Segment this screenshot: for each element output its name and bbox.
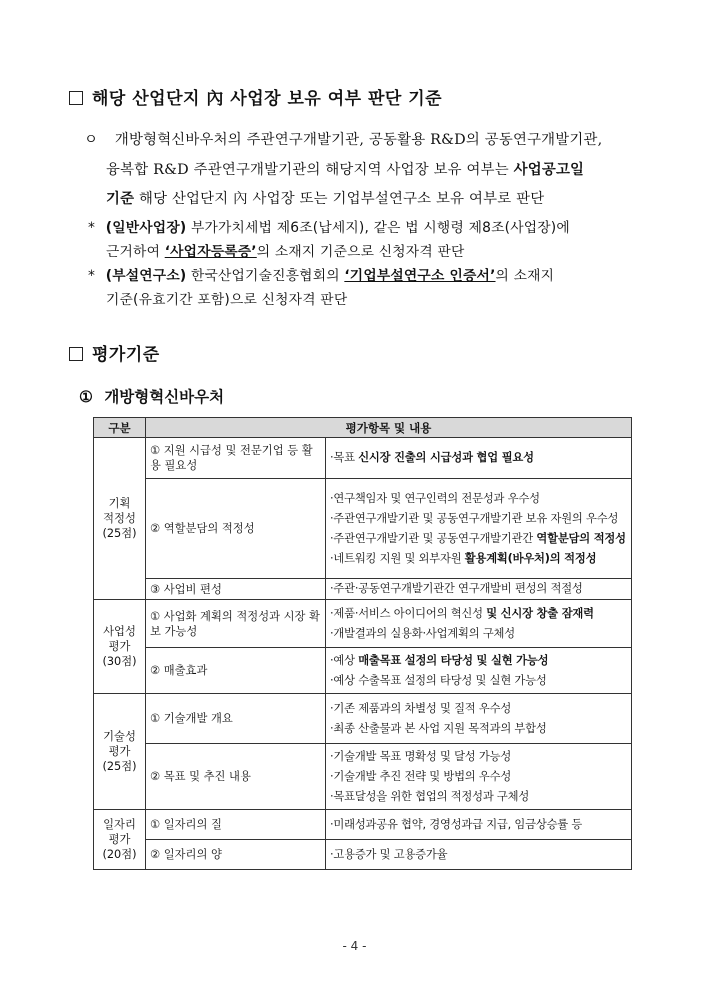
header-category: 구분 — [94, 418, 146, 438]
checkbox-square-icon — [69, 91, 83, 105]
category-label: 기획 — [108, 497, 131, 510]
note-general-site-cont: 근거하여 ‘사업자등록증’의 소재지 기준으로 신청자격 판단 — [106, 244, 465, 260]
category-label: 평가 — [108, 640, 131, 653]
criteria-line — [330, 579, 627, 599]
criteria-emphasis: 매출목표 설정의 타당성 및 실현 가능성 — [358, 653, 549, 667]
item-cell: ② 역할분담의 적정성 — [146, 479, 326, 579]
criteria-text: ·개발결과의 실용화·사업계획의 구체성 — [330, 626, 515, 640]
table-row — [94, 810, 632, 840]
criteria-cell — [326, 479, 632, 579]
criteria-line — [330, 747, 627, 767]
criteria-line — [330, 719, 627, 739]
criteria-cell — [326, 744, 632, 810]
criteria-text: ·고용증가 및 고용증가율 — [330, 847, 448, 861]
criteria-line — [330, 529, 627, 549]
criteria-line — [330, 767, 627, 787]
category-label: 기술성 — [103, 730, 136, 743]
criteria-text: ·미래성과공유 협약, 경영성과급 지급, 임금상승률 등 — [330, 817, 583, 831]
note-research-lab-cont: 기준(유효기간 포함)으로 신청자격 판단 — [106, 292, 348, 308]
category-label: 적정성 — [103, 512, 136, 525]
criteria-cell — [326, 694, 632, 744]
criteria-emphasis: 신시장 진출의 시급성과 협업 필요성 — [358, 451, 534, 464]
paragraph-line-1: ㅇ 개방형혁신바우처의 주관연구개발기관, 공동활용 R&D의 공동연구개발기관, — [84, 132, 603, 148]
note-label-research-lab: (부설연구소) — [105, 268, 187, 284]
note-general-site: * (일반사업장) 부가가치세법 제6조(납세지), 같은 법 시행령 제8조(사업장)에 — [88, 220, 570, 236]
criteria-line — [330, 509, 627, 529]
table-row — [94, 600, 632, 648]
criteria-text: ·기존 제품과의 차별성 및 질적 우수성 — [330, 701, 512, 715]
criteria-line — [330, 815, 627, 835]
category-label: (25점) — [102, 527, 137, 540]
section-heading-evaluation: 평가기준 — [69, 340, 160, 365]
criteria-emphasis: 및 신시장 창출 잠재력 — [486, 606, 594, 620]
criteria-cell — [326, 810, 632, 840]
table-header-row — [94, 418, 632, 438]
criteria-text: ·주관연구개발기관 및 공동연구개발기관간 — [330, 531, 537, 545]
criteria-text: ·네트워킹 지원 및 외부자원 — [330, 551, 465, 565]
section-heading-business-site: 해당 산업단지 內 사업장 보유 여부 판단 기준 — [69, 84, 442, 109]
item-cell: ① 사업화 계획의 적정성과 시장 확보 가능성 — [146, 600, 326, 648]
category-cell — [94, 810, 146, 870]
table-row — [94, 438, 632, 479]
criteria-text: ·제품·서비스 아이디어의 혁신성 — [330, 606, 487, 620]
item-cell: ③ 사업비 편성 — [146, 579, 326, 600]
emphasis-basis: 기준 — [106, 191, 135, 207]
criteria-cell — [326, 579, 632, 600]
category-label: (25점) — [102, 760, 137, 773]
header-items: 평가항목 및 내용 — [146, 418, 632, 438]
item-cell: ① 지원 시급성 및 전문기업 등 활용 필요성 — [146, 438, 326, 479]
paragraph-line-3: 기준 해당 산업단지 內 사업장 또는 기업부설연구소 보유 여부로 판단 — [106, 191, 545, 207]
table-row — [94, 579, 632, 600]
item-cell: ② 목표 및 추진 내용 — [146, 744, 326, 810]
criteria-line — [330, 448, 627, 468]
criteria-text: ·예상 — [330, 653, 359, 667]
criteria-text: ·예상 수출목표 설정의 타당성 및 실현 가능성 — [330, 673, 547, 687]
criteria-cell — [326, 648, 632, 694]
criteria-line — [330, 624, 627, 644]
criteria-text: ·기술개발 추진 전략 및 방법의 우수성 — [330, 769, 512, 783]
bullet-mark: ㅇ — [84, 132, 99, 148]
note-label-general-site: (일반사업장) — [105, 220, 187, 236]
table-row — [94, 744, 632, 810]
table-row — [94, 648, 632, 694]
criteria-text: ·목표달성을 위한 협업의 적정성과 구체성 — [330, 789, 530, 803]
criteria-cell — [326, 840, 632, 870]
criteria-line — [330, 671, 627, 691]
checkbox-square-icon — [69, 347, 83, 361]
emphasis-business-registration: ‘사업자등록증’ — [164, 244, 257, 260]
table-row — [94, 840, 632, 870]
category-label: (30점) — [102, 655, 137, 668]
category-label: 일자리 — [103, 818, 136, 831]
criteria-text: ·주관연구개발기관 및 공동연구개발기관 보유 자원의 우수성 — [330, 511, 619, 525]
category-label: 평가 — [108, 745, 131, 758]
category-label: 사업성 — [103, 625, 136, 638]
criteria-line — [330, 787, 627, 807]
criteria-text: ·최종 산출물과 본 사업 지원 목적과의 부합성 — [330, 721, 547, 735]
paragraph-line-2: 융복합 R&D 주관연구개발기관의 해당지역 사업장 보유 여부는 사업공고일 — [106, 162, 585, 178]
emphasis-announcement-date: 사업공고일 — [513, 162, 585, 178]
criteria-cell — [326, 438, 632, 479]
item-cell: ① 일자리의 질 — [146, 810, 326, 840]
criteria-emphasis: 활용계획(바우처)의 적정성 — [464, 551, 597, 565]
category-cell — [94, 600, 146, 694]
criteria-line — [330, 651, 627, 671]
criteria-line — [330, 549, 627, 569]
category-cell — [94, 694, 146, 810]
criteria-line — [330, 489, 627, 509]
criteria-text: ·기술개발 목표 명확성 및 달성 가능성 — [330, 749, 512, 763]
evaluation-table — [93, 417, 632, 870]
item-cell: ① 기술개발 개요 — [146, 694, 326, 744]
criteria-line — [330, 604, 627, 624]
table-row — [94, 479, 632, 579]
item-cell: ② 일자리의 양 — [146, 840, 326, 870]
category-label: (20점) — [102, 848, 137, 861]
page-number: - 4 - — [342, 939, 367, 953]
subsection-title: ① 개방형혁신바우처 — [79, 387, 225, 406]
criteria-text: ·목표 — [330, 451, 359, 464]
circled-number: ① — [79, 387, 93, 406]
criteria-line — [330, 699, 627, 719]
note-research-lab: * (부설연구소) 한국산업기술진흥협회의 ‘기업부설연구소 인증서’의 소재지 — [88, 268, 555, 284]
criteria-text: ·연구책임자 및 연구인력의 전문성과 우수성 — [330, 491, 540, 505]
emphasis-lab-certificate: ‘기업부설연구소 인증서’ — [344, 268, 496, 284]
category-label: 평가 — [108, 833, 131, 846]
category-cell — [94, 438, 146, 600]
table-row — [94, 694, 632, 744]
criteria-emphasis: 역할분담의 적정성 — [536, 531, 626, 545]
criteria-cell — [326, 600, 632, 648]
criteria-line — [330, 845, 627, 865]
item-cell: ② 매출효과 — [146, 648, 326, 694]
criteria-text: ·주관·공동연구개발기관간 연구개발비 편성의 적절성 — [330, 582, 583, 595]
